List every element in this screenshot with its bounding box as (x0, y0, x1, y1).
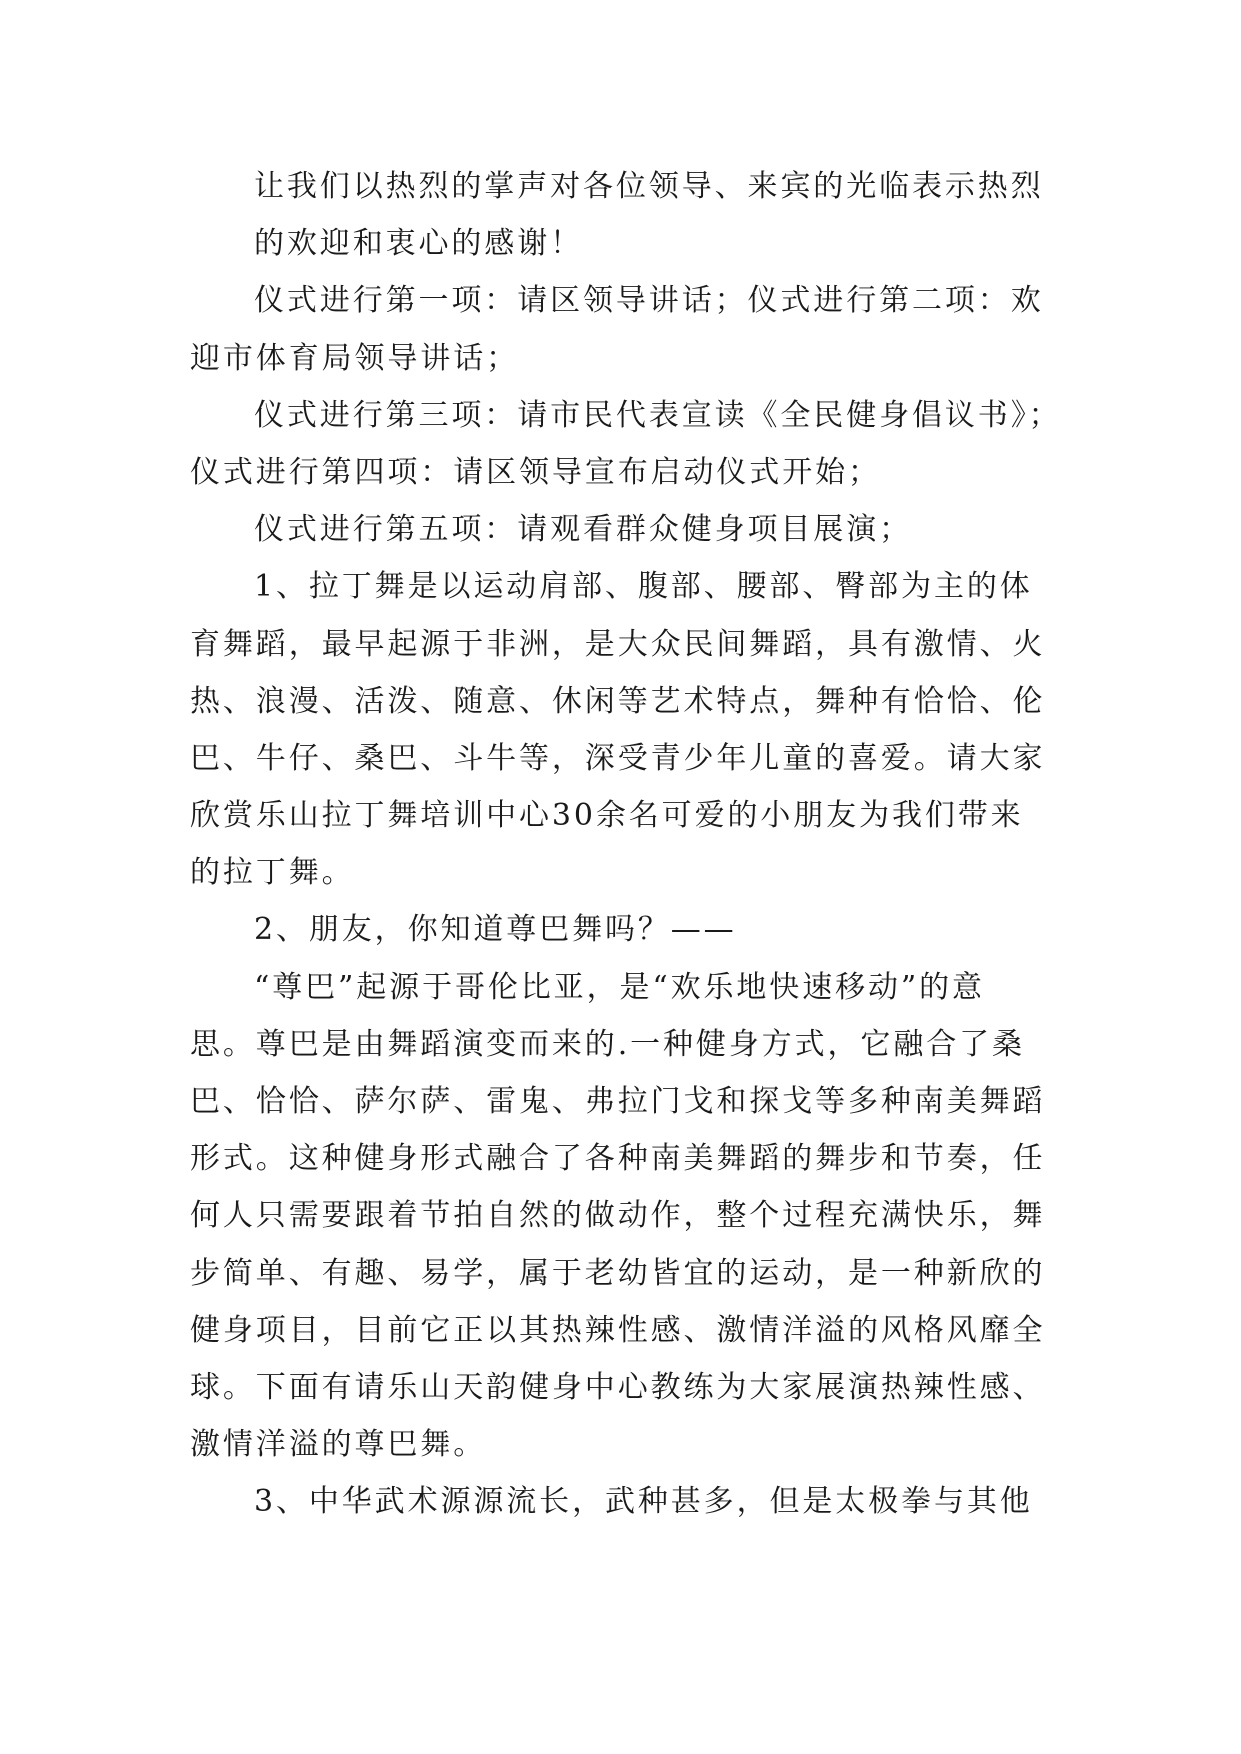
text-line: 仪式进行第一项：请区领导讲话；仪式进行第二项：欢 (254, 283, 1044, 319)
text-line: 仪式进行第三项：请市民代表宣读《全民健身倡议书》； (254, 397, 1062, 433)
text-line: 3、中华武术源源流长，武种甚多，但是太极拳与其他 (254, 1484, 1033, 1520)
text-line: 巴、牛仔、桑巴、斗牛等，深受青少年儿童的喜爱。请大家 (190, 740, 1046, 776)
text-line: 让我们以热烈的掌声对各位领导、来宾的光临表示热烈 (254, 169, 1044, 204)
text-line: 仪式进行第五项：请观看群众健身项目展演； (254, 512, 912, 548)
text-line: 何人只需要跟着节拍自然的做动作，整个过程充满快乐，舞 (190, 1198, 1046, 1234)
text-line: 激情洋溢的尊巴舞。 (190, 1427, 487, 1463)
text-line: 1、拉丁舞是以运动肩部、腹部、腰部、臀部为主的体 (254, 569, 1033, 605)
document-body (190, 158, 1062, 1531)
text-line: 热、浪漫、活泼、随意、休闲等艺术特点，舞种有恰恰、伦 (190, 683, 1046, 719)
text-line: 思。尊巴是由舞蹈演变而来的.一种健身方式，它融合了桑 (190, 1026, 1025, 1062)
text-line: “尊巴”起源于哥伦比亚，是“欢乐地快速移动”的意 (254, 969, 985, 1005)
text-line: 的拉丁舞。 (190, 855, 355, 891)
text-line: 仪式进行第四项：请区领导宣布启动仪式开始； (190, 454, 881, 490)
text-line: 健身项目，目前它正以其热辣性感、激情洋溢的风格风靡全 (190, 1312, 1046, 1348)
text-line: 育舞蹈，最早起源于非洲，是大众民间舞蹈，具有激情、火 (190, 626, 1046, 662)
text-line: 球。下面有请乐山天韵健身中心教练为大家展演热辣性感、 (190, 1369, 1046, 1405)
text-line: 的欢迎和衷心的感谢！ (254, 226, 583, 262)
text-line: 迎市体育局领导讲话； (190, 340, 519, 376)
text-line: 步简单、有趣、易学，属于老幼皆宜的运动，是一种新欣的 (190, 1255, 1046, 1291)
text-line: 形式。这种健身形式融合了各种南美舞蹈的舞步和节奏，任 (190, 1141, 1046, 1177)
text-line: 2、朋友，你知道尊巴舞吗？—— (254, 912, 737, 948)
text-line: 欣赏乐山拉丁舞培训中心30余名可爱的小朋友为我们带来 (190, 798, 1024, 834)
text-line: 巴、恰恰、萨尔萨、雷鬼、弗拉门戈和探戈等多种南美舞蹈 (190, 1084, 1046, 1119)
